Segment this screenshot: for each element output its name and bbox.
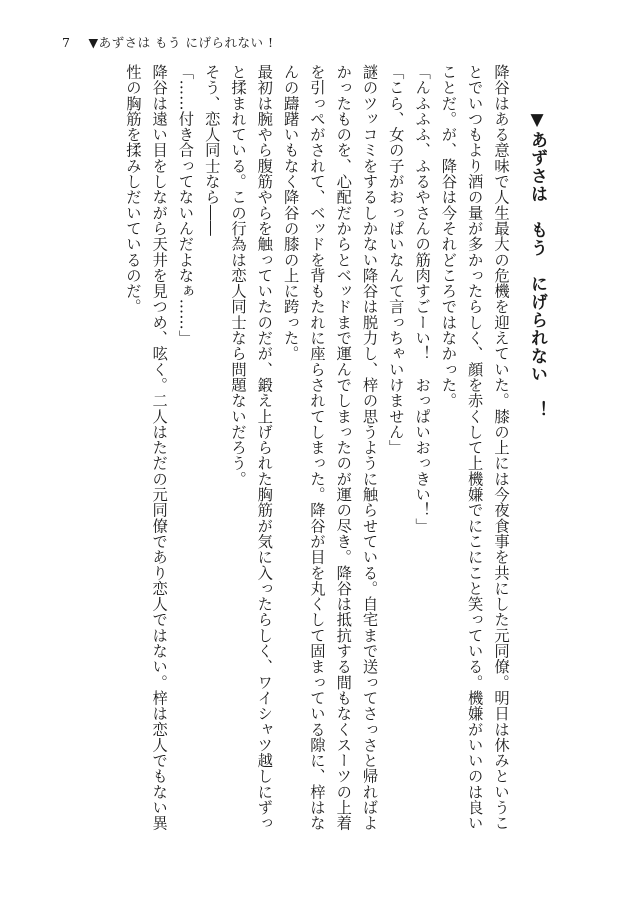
body-text <box>74 64 514 844</box>
dialogue-line: 「……付き合ってないんだよなぁ……」 <box>176 64 195 346</box>
dialogue-line: 「こら、女の子がおっぱいなんて言っちゃいけません」 <box>386 64 405 456</box>
paragraph: 謎のツッコミをするしかない降谷は脱力し、梓の思うように触らせている。自宅まで送ってさっさと帰ればよかったものを、心配だからとベッドまで運んでしまったのが運の尽き。降谷は抵抗する間もなくスーツの上着を引っぺがされて、ベッドを背もたれに座らされてしまった。降谷が目を丸くして固まっている隙に、梓はなんの躊躇いもなく降谷の膝の上に跨った。 <box>281 64 379 831</box>
paragraph: そう、恋人同士なら―― <box>202 64 221 237</box>
paragraph: 降谷はある意味で人生最大の危機を迎えていた。膝の上には今夜食事を共にした元同僚。明日は休みということでいつもより酒の量が多かったらしく、顔を赤くして上機嫌でにこにこと笑っている。機嫌がいいのは良いことだ。が、降谷は今それどころではなかった。 <box>439 64 510 831</box>
page-number: 7 <box>62 35 71 50</box>
running-header <box>62 33 274 53</box>
paragraph: 最初は腕やら腹筋やらを触っていたのだが、鍛え上げられた胸筋が気に入ったらしく、ワイシャツ越しにずっと揉まれている。この行為は恋人同士なら問題ないだろう。 <box>229 64 274 831</box>
running-title: ▼あずさは もう にげられない ! <box>88 35 274 50</box>
chapter-title: ▼あずさは もう にげられない ！ <box>527 110 547 419</box>
dialogue-line: 「んふふふ、ふるやさんの筋肉すごーい！ おっぱいおっきい！」 <box>413 64 432 534</box>
paragraph: 降谷は遠い目をしながら天井を見つめ、呟く。二人はただの元同僚であり恋人ではない。梓は恋人でもない異性の胸筋を揉みしだいているのだ。 <box>123 64 169 831</box>
